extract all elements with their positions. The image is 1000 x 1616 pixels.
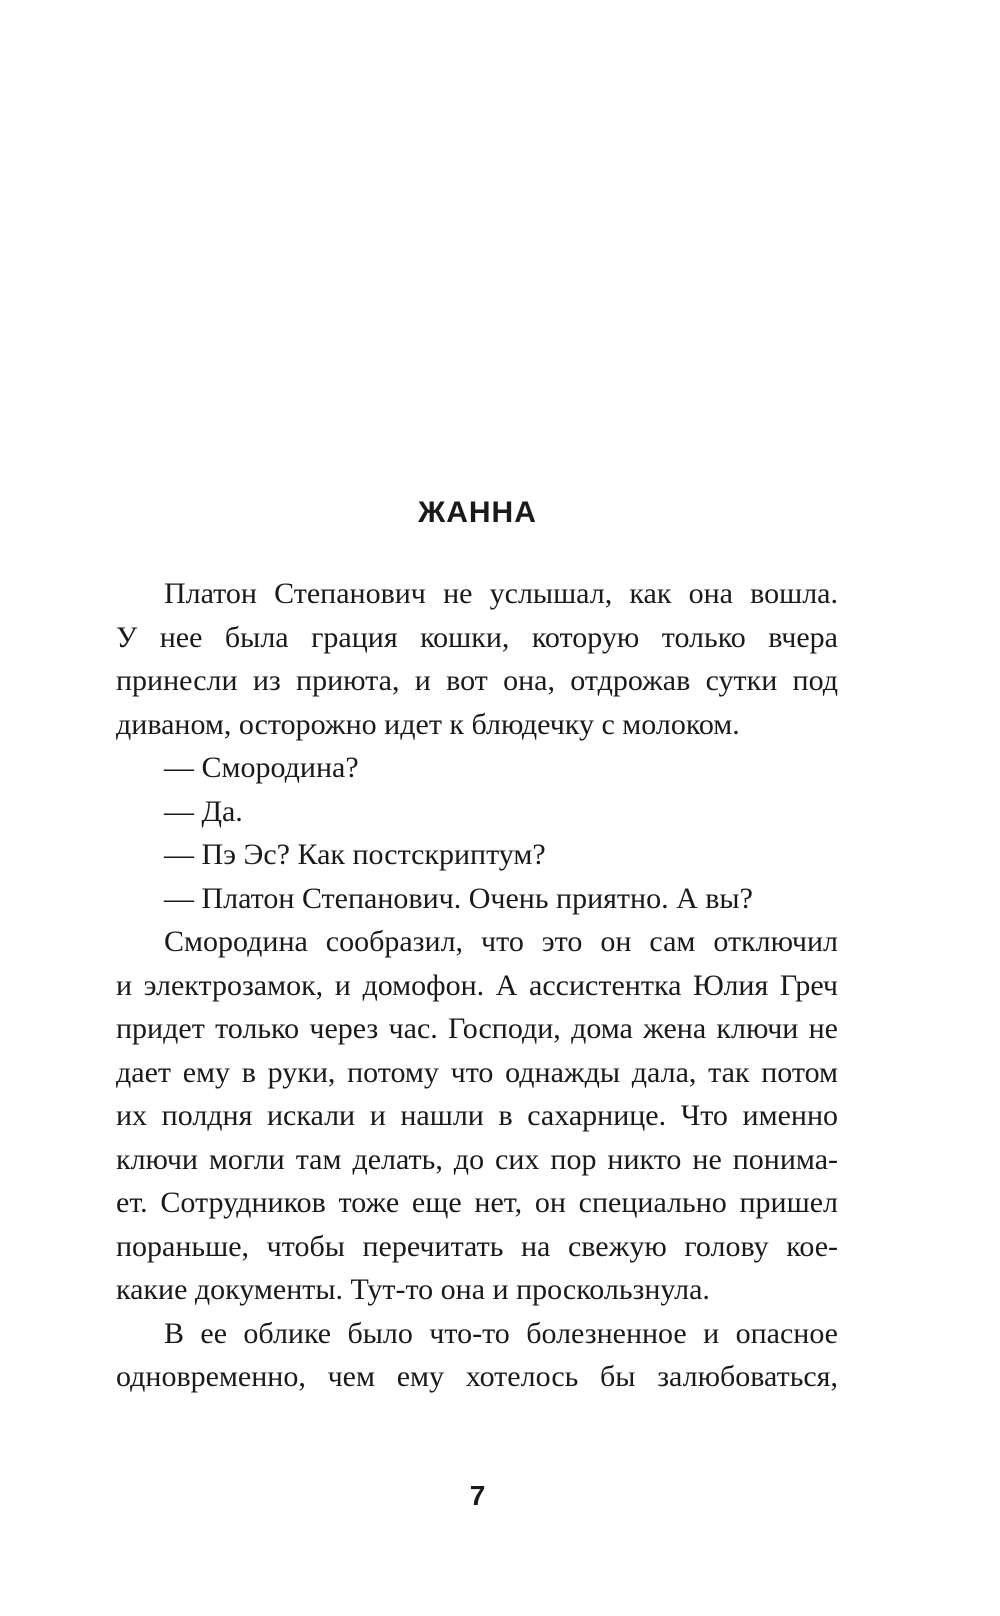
text-line: какие документы. Тут-то она и проскользнула. [116,1273,710,1306]
text-line: У нее была грация кошки, которую только вчера [116,620,838,654]
dialogue-line: — Платон Степанович. Очень приятно. А вы? [164,881,753,915]
text-line: и электрозамок, и домофон. А ассистентка Юлия Греч [116,968,838,1002]
dialogue-line: — Смородина? [164,751,359,784]
text-line: пораньше, чтобы перечитать на свежую голову кое- [116,1229,838,1263]
text-line: одновременно, чем ему хотелось бы залюбоваться, [116,1360,838,1393]
text-line: В ее облике было что-то болезненное и опасное [164,1316,838,1350]
text-line: ключи могли там делать, до сих пор никто не понима- [116,1142,838,1176]
dialogue-line: — Пэ Эс? Как постскриптум? [164,838,546,871]
page-number: 7 [469,1480,486,1511]
text-line: Смородина сообразил, что это он сам отключил [164,925,838,958]
text-line: ет. Сотрудников тоже еще нет, он специально пришел [116,1186,838,1219]
text-line: Платон Степанович не услышал, как она вошла. [164,577,838,610]
text-line: дает ему в руки, потому что однажды дала, так потом [116,1055,838,1089]
text-line: диваном, осторожно идет к блюдечку с молоком. [116,707,740,741]
text-line: придет только через час. Господи, дома жена ключи не [116,1012,838,1045]
chapter-title: ЖАННА [418,496,537,529]
text-line: их полдня искали и нашли в сахарнице. Что именно [116,1099,838,1132]
body-text [116,572,838,1399]
text-line: принесли из приюта, и вот она, отдрожав сутки под [116,664,838,697]
dialogue-line: — Да. [164,794,243,828]
